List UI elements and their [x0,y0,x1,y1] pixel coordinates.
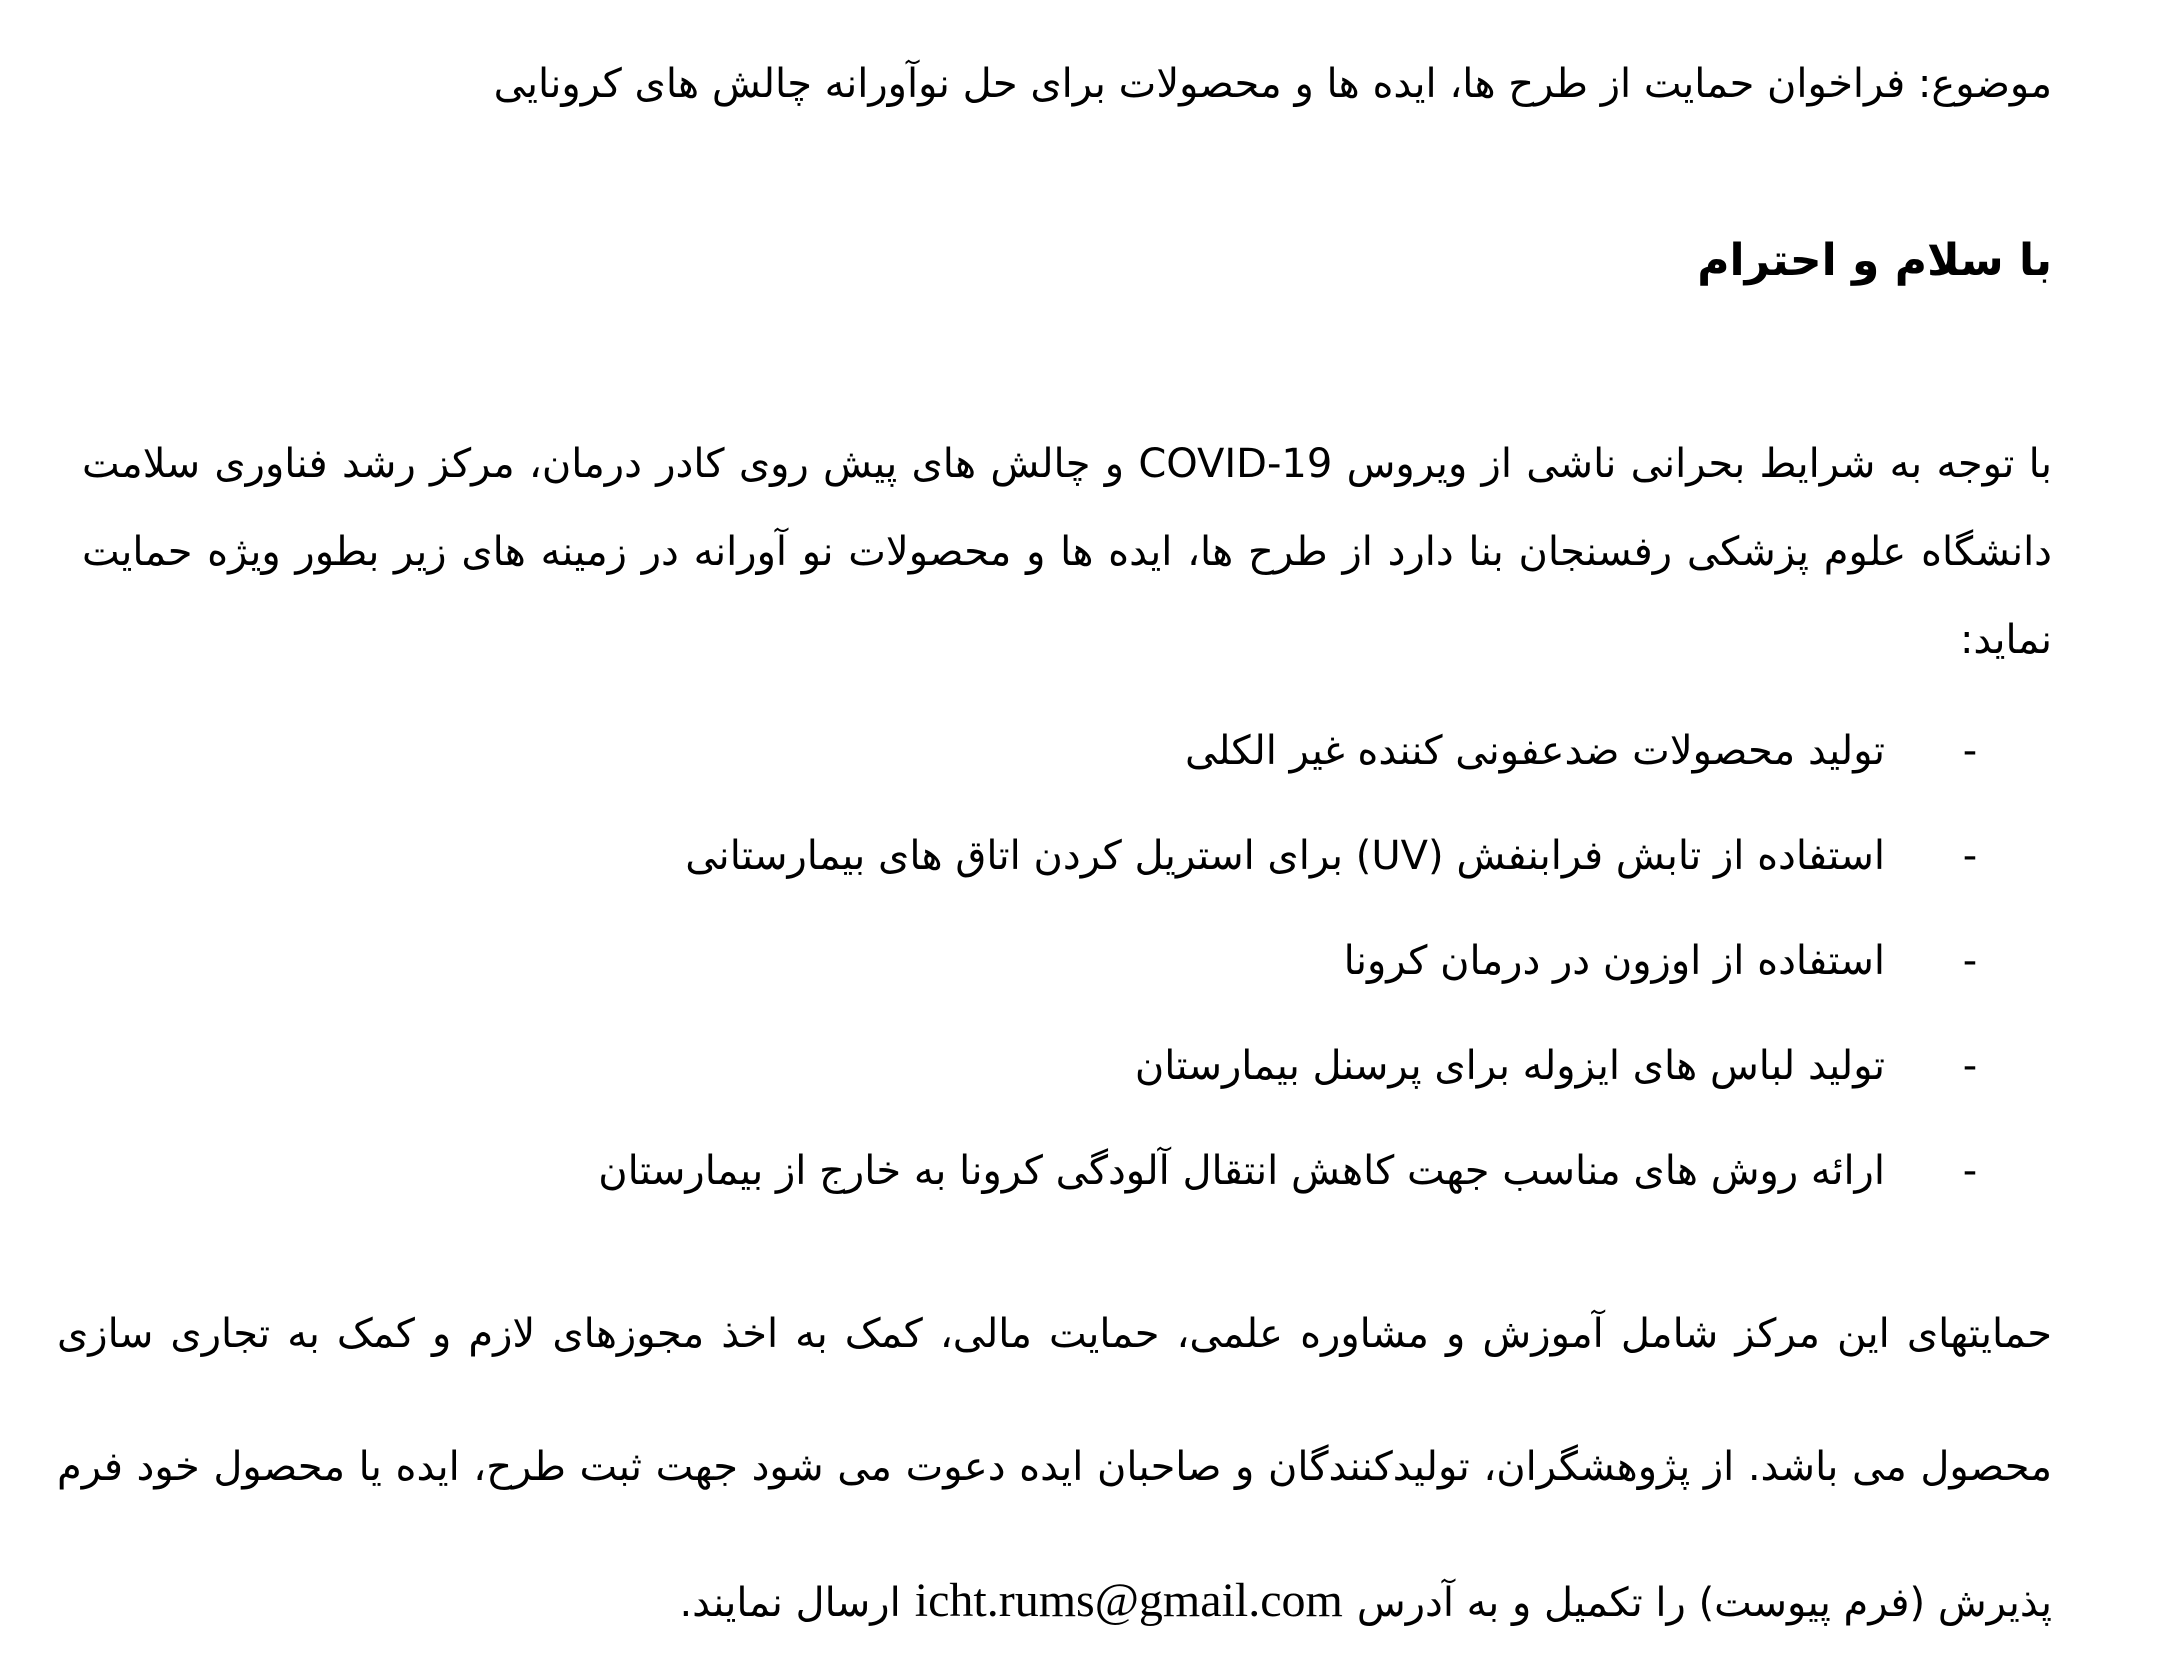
bullet-dash: - [1962,937,1978,984]
bullet-dash: - [1962,1147,1978,1194]
list-item [598,698,2000,803]
list-item [598,803,2000,908]
list-item-text: تولید لباس های ایزوله برای پرسنل بیمارستان [1134,1042,1885,1089]
list-item-text: ارائه روش های مناسب جهت کاهش انتقال آلودگی کرونا به خارج از بیمارستان [598,1147,1885,1194]
intro-paragraph: با توجه به شرایط بحرانی ناشی از ویروس COVID-19 و چالش های پیش روی کادر درمان، مرکز رشد فناوری سلامت دانشگاه علوم پزشکی رفسنجان بنا دارد از طرح ها، ایده ها و محصولات نو آورانه در زمینه های زیر بطور ویژه حمایت نماید: [82,441,2053,663]
support-closing: ارسال نمایند. [679,1580,901,1626]
list-item-text: استفاده از تابش فرابنفش (UV) برای استریل کردن اتاق های بیمارستانی [685,832,1885,879]
support-paragraph [57,1268,2052,1670]
list-item [598,1118,2000,1223]
list-item-text: استفاده از اوزون در درمان کرونا [1343,937,1885,984]
subject-line: موضوع: فراخوان حمایت از طرح ها، ایده ها و محصولات برای حل نوآورانه چالش های کرونایی [493,61,2052,107]
bullet-dash: - [1962,1042,1978,1089]
topics-list [598,698,2000,1223]
greeting: با سلام و احترام [1697,235,2052,286]
bullet-dash: - [1962,832,1978,879]
support-text: حمایتهای این مرکز شامل آموزش و مشاوره علمی، حمایت مالی، کمک به اخذ مجوزهای لازم و کمک به تجاری سازی محصول می باشد. از پژوهشگران، تولیدکنندگان و صاحبان ایده دعوت می شود جهت ثبت طرح، ایده یا محصول خود فرم پذیرش (فرم پیوست) را تکمیل و به آدرس [57,1311,2052,1626]
list-item-text: تولید محصولات ضدعفونی کننده غیر الکلی [1184,727,1885,774]
list-item [598,908,2000,1013]
bullet-dash: - [1962,727,1978,774]
list-item [598,1013,2000,1118]
email-address: icht.rums@gmail.com [914,1574,1343,1627]
